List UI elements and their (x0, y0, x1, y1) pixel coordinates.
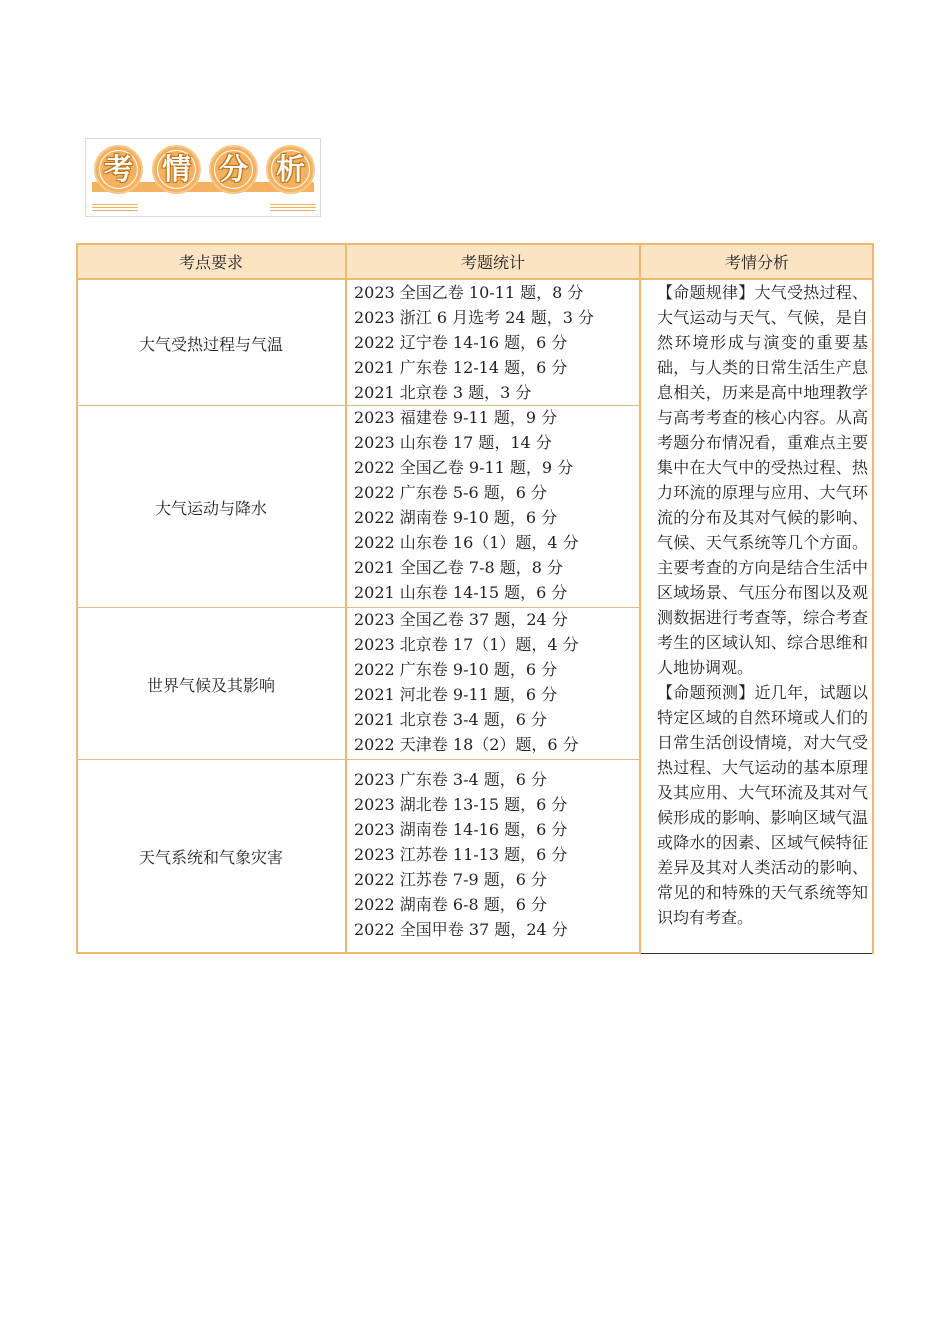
stat-item: 2021 河北卷 9-11 题，6 分 (354, 685, 558, 704)
stat-item: 2021 北京卷 3-4 题，6 分 (354, 710, 548, 729)
analysis-pattern: 【命题规律】大气受热过程、大气运动与天气、气候，是自然环境形成与演变的重要基础，与人类的日常生活生产息息相关，历来是高中地理教学与高考考查的核心内容。从高考题分布情况看，重难点主要集中在大气中的受热过程、热力环流的原理与应用、大气环流的分布及其对气候的影响、气候、天气系统等几个方面。主要考查的方向是结合生活中区域场景、气压分布图以及观测数据进行考查等，综合考查考生的区域认知、综合思维和人地协调观。 (657, 283, 868, 677)
stats-cell (346, 607, 640, 757)
table-border-bottom-right (641, 953, 874, 954)
stats-cell (346, 767, 640, 942)
stat-item: 2022 广东卷 5-6 题，6 分 (354, 483, 548, 502)
stat-item: 2023 浙江 6 月选考 24 题，3 分 (354, 308, 594, 327)
row-divider (76, 405, 641, 406)
row-divider (76, 607, 641, 608)
stat-item: 2022 湖南卷 9-10 题，6 分 (354, 508, 558, 527)
header-analysis: 考情分析 (640, 243, 874, 279)
analysis-prediction: 【命题预测】近几年，试题以特定区域的自然环境或人们的日常生活创设情境，对大气受热过程、大气运动的基本原理及其应用、大气环流及其对气候形成的影响、影响区域气温或降水的因素、区域气候特征差异及其对人类活动的影响、常见的和特殊的天气系统等知识均有考查。 (657, 683, 868, 927)
stat-item: 2023 广东卷 3-4 题，6 分 (354, 770, 548, 789)
header-stats: 考题统计 (346, 243, 640, 279)
banner-char-1: 考 (94, 145, 143, 194)
table-border-top (76, 243, 874, 245)
stat-item: 2021 广东卷 12-14 题，6 分 (354, 358, 568, 377)
table-border-left (76, 243, 78, 954)
banner-char-3: 分 (209, 145, 258, 194)
topic-cell: 天气系统和气象灾害 (138, 848, 283, 867)
column-divider-1 (345, 243, 347, 954)
table-border-right (872, 243, 874, 954)
stat-item: 2023 全国乙卷 10-11 题，8 分 (354, 283, 584, 302)
topic-cell: 大气受热过程与气温 (138, 334, 283, 354)
stats-cell (346, 405, 640, 605)
stat-item: 2022 全国乙卷 9-11 题，9 分 (354, 458, 574, 477)
header-topic: 考点要求 (76, 243, 346, 279)
stat-item: 2023 江苏卷 11-13 题，6 分 (354, 845, 568, 864)
banner-stripes-right (270, 204, 316, 212)
header-divider (76, 278, 874, 280)
topic-cell: 世界气候及其影响 (146, 675, 275, 695)
stat-item: 2022 全国甲卷 37 题，24 分 (354, 920, 568, 939)
table-border-bottom-left (76, 952, 641, 954)
banner-stripes-left (92, 204, 138, 212)
banner-char-4: 析 (266, 145, 315, 194)
stat-item: 2023 山东卷 17 题，14 分 (354, 433, 552, 452)
column-divider-2 (639, 243, 641, 954)
section-banner (85, 138, 321, 217)
topic-cell: 大气运动与降水 (154, 498, 267, 518)
analysis-cell (649, 280, 873, 930)
stat-item: 2022 湖南卷 6-8 题，6 分 (354, 895, 548, 914)
stat-item: 2021 北京卷 3 题，3 分 (354, 383, 532, 402)
row-divider (76, 759, 641, 760)
stat-item: 2022 辽宁卷 14-16 题，6 分 (354, 333, 568, 352)
stat-item: 2023 全国乙卷 37 题，24 分 (354, 610, 568, 629)
stat-item: 2022 天津卷 18（2）题，6 分 (354, 735, 579, 754)
stat-item: 2021 全国乙卷 7-8 题，8 分 (354, 558, 564, 577)
stats-cell (346, 280, 640, 405)
stat-item: 2022 江苏卷 7-9 题，6 分 (354, 870, 548, 889)
stat-item: 2023 北京卷 17（1）题，4 分 (354, 635, 579, 654)
stat-item: 2023 福建卷 9-11 题，9 分 (354, 408, 558, 427)
stat-item: 2021 山东卷 14-15 题，6 分 (354, 583, 568, 602)
stat-item: 2022 广东卷 9-10 题，6 分 (354, 660, 558, 679)
stat-item: 2022 山东卷 16（1）题，4 分 (354, 533, 579, 552)
stat-item: 2023 湖北卷 13-15 题，6 分 (354, 795, 568, 814)
stat-item: 2023 湖南卷 14-16 题，6 分 (354, 820, 568, 839)
banner-char-2: 情 (152, 145, 201, 194)
exam-analysis-table (76, 243, 874, 954)
